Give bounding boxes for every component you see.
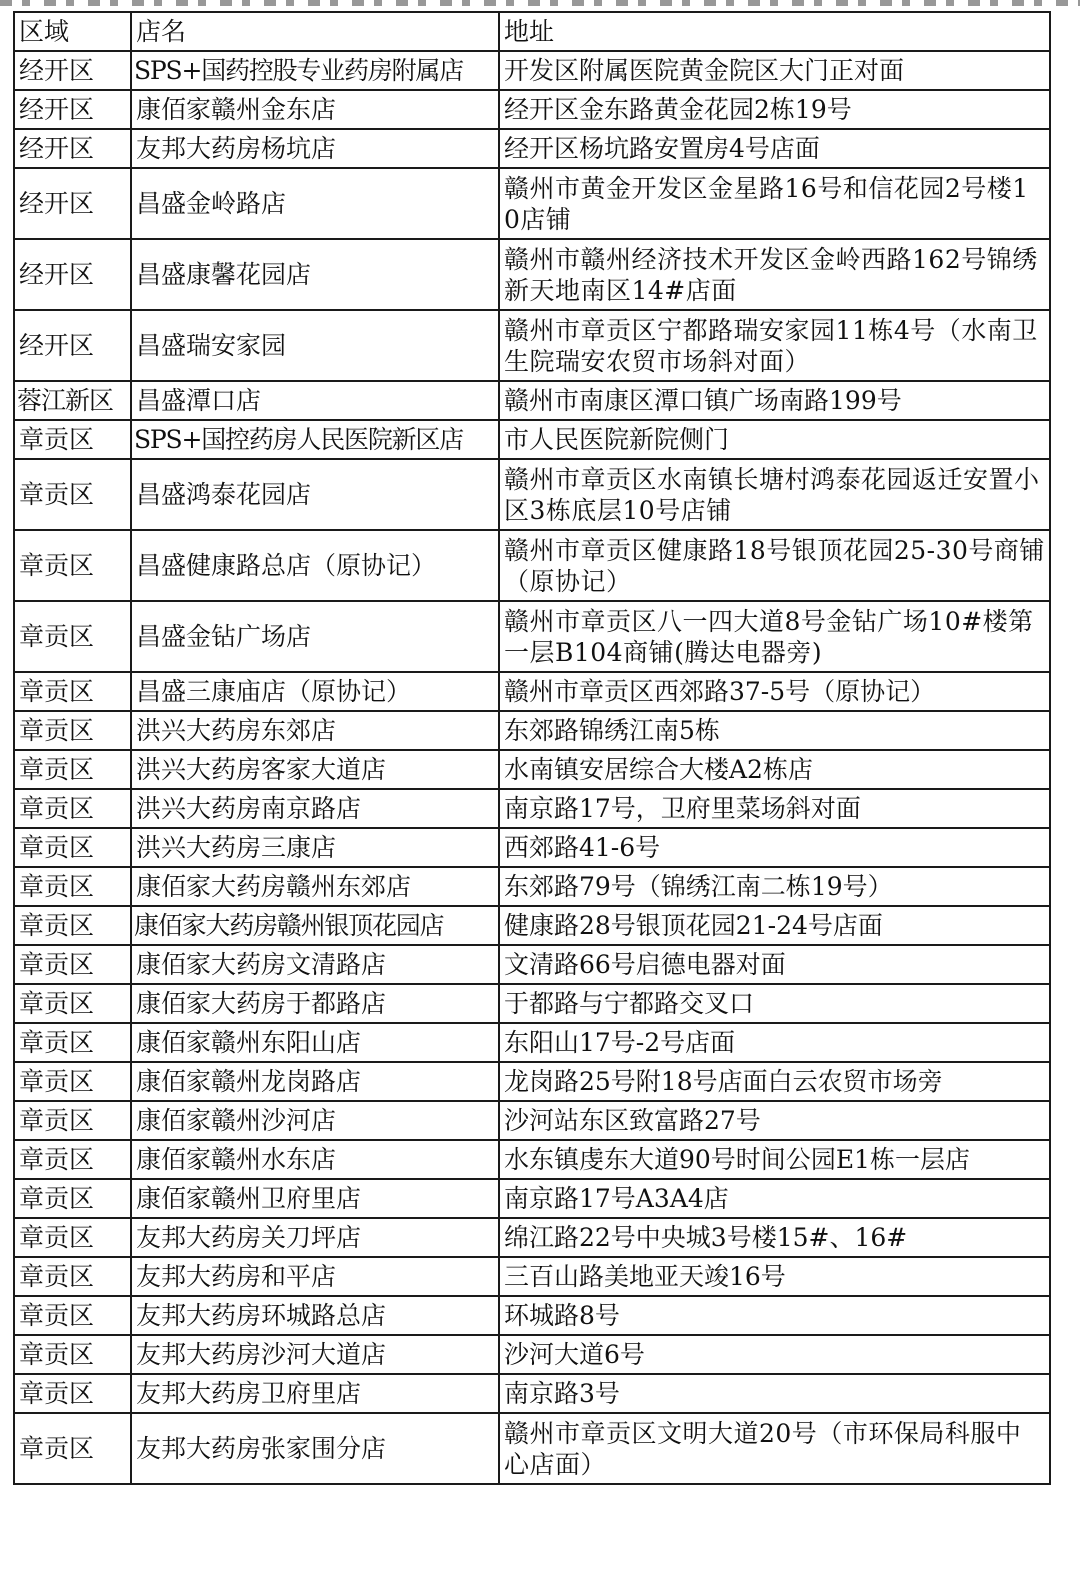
store-name-cell: 洪兴大药房南京路店 [131,789,499,828]
table-row [14,1413,1050,1484]
store-name-cell: 昌盛三康庙店（原协记） [131,672,499,711]
region-cell: 经开区 [14,168,131,239]
header-store-name: 店名 [131,12,499,51]
table-row [14,420,1050,459]
store-name-cell: 昌盛康馨花园店 [131,239,499,310]
table-row [14,310,1050,381]
table-row [14,984,1050,1023]
address-cell: 健康路28号银顶花园21-24号店面 [499,906,1050,945]
store-name-cell: 康佰家赣州卫府里店 [131,1179,499,1218]
store-name-cell: 友邦大药房卫府里店 [131,1374,499,1413]
address-cell: 东阳山17号-2号店面 [499,1023,1050,1062]
address-cell: 东郊路锦绣江南5栋 [499,711,1050,750]
store-name-cell: 康佰家赣州龙岗路店 [131,1062,499,1101]
region-cell: 章贡区 [14,1413,131,1484]
cropped-top-text-strip [0,0,1080,6]
address-cell: 于都路与宁都路交叉口 [499,984,1050,1023]
address-cell: 赣州市黄金开发区金星路16号和信花园2号楼10店铺 [499,168,1050,239]
region-cell: 章贡区 [14,1374,131,1413]
table-row [14,867,1050,906]
store-name-cell: 昌盛健康路总店（原协记） [131,530,499,601]
store-name-cell: 昌盛金钻广场店 [131,601,499,672]
address-cell: 三百山路美地亚天竣16号 [499,1257,1050,1296]
table-row [14,1023,1050,1062]
pharmacy-store-table [13,11,1051,1485]
table-row [14,1218,1050,1257]
address-cell: 南京路3号 [499,1374,1050,1413]
address-cell: 环城路8号 [499,1296,1050,1335]
address-cell: 赣州市赣州经济技术开发区金岭西路162号锦绣新天地南区14#店面 [499,239,1050,310]
store-name-cell: 友邦大药房杨坑店 [131,129,499,168]
table-row [14,459,1050,530]
address-cell: 南京路17号，卫府里菜场斜对面 [499,789,1050,828]
header-address: 地址 [499,12,1050,51]
region-cell: 章贡区 [14,789,131,828]
table-row [14,1140,1050,1179]
region-cell: 经开区 [14,129,131,168]
store-name-cell: 昌盛潭口店 [131,381,499,420]
region-cell: 章贡区 [14,420,131,459]
store-name-cell: 洪兴大药房客家大道店 [131,750,499,789]
store-name-cell: 昌盛鸿泰花园店 [131,459,499,530]
address-cell: 南京路17号A3A4店 [499,1179,1050,1218]
store-name-cell: 洪兴大药房东郊店 [131,711,499,750]
address-cell: 赣州市章贡区宁都路瑞安家园11栋4号（水南卫生院瑞安农贸市场斜对面） [499,310,1050,381]
store-name-cell: 友邦大药房和平店 [131,1257,499,1296]
store-name-cell: 康佰家赣州水东店 [131,1140,499,1179]
store-name-cell: 友邦大药房沙河大道店 [131,1335,499,1374]
region-cell: 章贡区 [14,1335,131,1374]
region-cell: 章贡区 [14,1257,131,1296]
region-cell: 章贡区 [14,1140,131,1179]
region-cell: 章贡区 [14,1023,131,1062]
region-cell: 章贡区 [14,1296,131,1335]
region-cell: 章贡区 [14,530,131,601]
address-cell: 文清路66号启德电器对面 [499,945,1050,984]
region-cell: 章贡区 [14,601,131,672]
region-cell: 经开区 [14,90,131,129]
store-name-cell: 康佰家赣州东阳山店 [131,1023,499,1062]
store-name-cell: 洪兴大药房三康店 [131,828,499,867]
table-header-row [14,12,1050,51]
address-cell: 赣州市南康区潭口镇广场南路199号 [499,381,1050,420]
header-region: 区域 [14,12,131,51]
address-cell: 经开区金东路黄金花园2栋19号 [499,90,1050,129]
address-cell: 沙河大道6号 [499,1335,1050,1374]
table-row [14,90,1050,129]
table-row [14,945,1050,984]
table-row [14,711,1050,750]
address-cell: 西郊路41-6号 [499,828,1050,867]
address-cell: 市人民医院新院侧门 [499,420,1050,459]
store-name-cell: 友邦大药房环城路总店 [131,1296,499,1335]
address-cell: 赣州市章贡区健康路18号银顶花园25-30号商铺（原协记） [499,530,1050,601]
table-row [14,51,1050,90]
table-row [14,530,1050,601]
table-row [14,168,1050,239]
store-name-cell: 康佰家赣州沙河店 [131,1101,499,1140]
table-row [14,1296,1050,1335]
region-cell: 经开区 [14,310,131,381]
region-cell: 章贡区 [14,828,131,867]
store-name-cell: SPS+国控药房人民医院新区店 [131,420,499,459]
address-cell: 经开区杨坑路安置房4号店面 [499,129,1050,168]
address-cell: 绵江路22号中央城3号楼15#、16# [499,1218,1050,1257]
store-name-cell: 康佰家赣州金东店 [131,90,499,129]
region-cell: 章贡区 [14,750,131,789]
region-cell: 蓉江新区 [14,381,131,420]
table-row [14,381,1050,420]
table-row [14,239,1050,310]
table-row [14,1374,1050,1413]
region-cell: 章贡区 [14,1179,131,1218]
region-cell: 章贡区 [14,1218,131,1257]
region-cell: 章贡区 [14,672,131,711]
address-cell: 赣州市章贡区西郊路37-5号（原协记） [499,672,1050,711]
store-name-cell: 康佰家大药房赣州银顶花园店 [131,906,499,945]
address-cell: 赣州市章贡区八一四大道8号金钻广场10#楼第一层B104商铺(腾达电器旁) [499,601,1050,672]
table-row [14,828,1050,867]
address-cell: 水南镇安居综合大楼A2栋店 [499,750,1050,789]
region-cell: 章贡区 [14,711,131,750]
table-row [14,1101,1050,1140]
address-cell: 沙河站东区致富路27号 [499,1101,1050,1140]
region-cell: 章贡区 [14,1062,131,1101]
store-name-cell: SPS+国药控股专业药房附属店 [131,51,499,90]
store-name-cell: 康佰家大药房赣州东郊店 [131,867,499,906]
address-cell: 水东镇虔东大道90号时间公园E1栋一层店 [499,1140,1050,1179]
region-cell: 章贡区 [14,1101,131,1140]
table-row [14,906,1050,945]
address-cell: 赣州市章贡区文明大道20号（市环保局科服中心店面） [499,1413,1050,1484]
region-cell: 章贡区 [14,459,131,530]
store-name-cell: 康佰家大药房于都路店 [131,984,499,1023]
store-name-cell: 友邦大药房关刀坪店 [131,1218,499,1257]
table-row [14,1179,1050,1218]
region-cell: 章贡区 [14,984,131,1023]
region-cell: 章贡区 [14,867,131,906]
table-row [14,601,1050,672]
address-cell: 开发区附属医院黄金院区大门正对面 [499,51,1050,90]
store-name-cell: 康佰家大药房文清路店 [131,945,499,984]
table-row [14,1257,1050,1296]
region-cell: 经开区 [14,51,131,90]
table-row [14,789,1050,828]
table-row [14,672,1050,711]
store-name-cell: 昌盛瑞安家园 [131,310,499,381]
store-name-cell: 友邦大药房张家围分店 [131,1413,499,1484]
address-cell: 赣州市章贡区水南镇长塘村鸿泰花园返迁安置小区3栋底层10号店铺 [499,459,1050,530]
address-cell: 东郊路79号（锦绣江南二栋19号） [499,867,1050,906]
region-cell: 经开区 [14,239,131,310]
table-row [14,1062,1050,1101]
address-cell: 龙岗路25号附18号店面白云农贸市场旁 [499,1062,1050,1101]
table-row [14,750,1050,789]
region-cell: 章贡区 [14,945,131,984]
table-row [14,1335,1050,1374]
table-row [14,129,1050,168]
region-cell: 章贡区 [14,906,131,945]
store-name-cell: 昌盛金岭路店 [131,168,499,239]
